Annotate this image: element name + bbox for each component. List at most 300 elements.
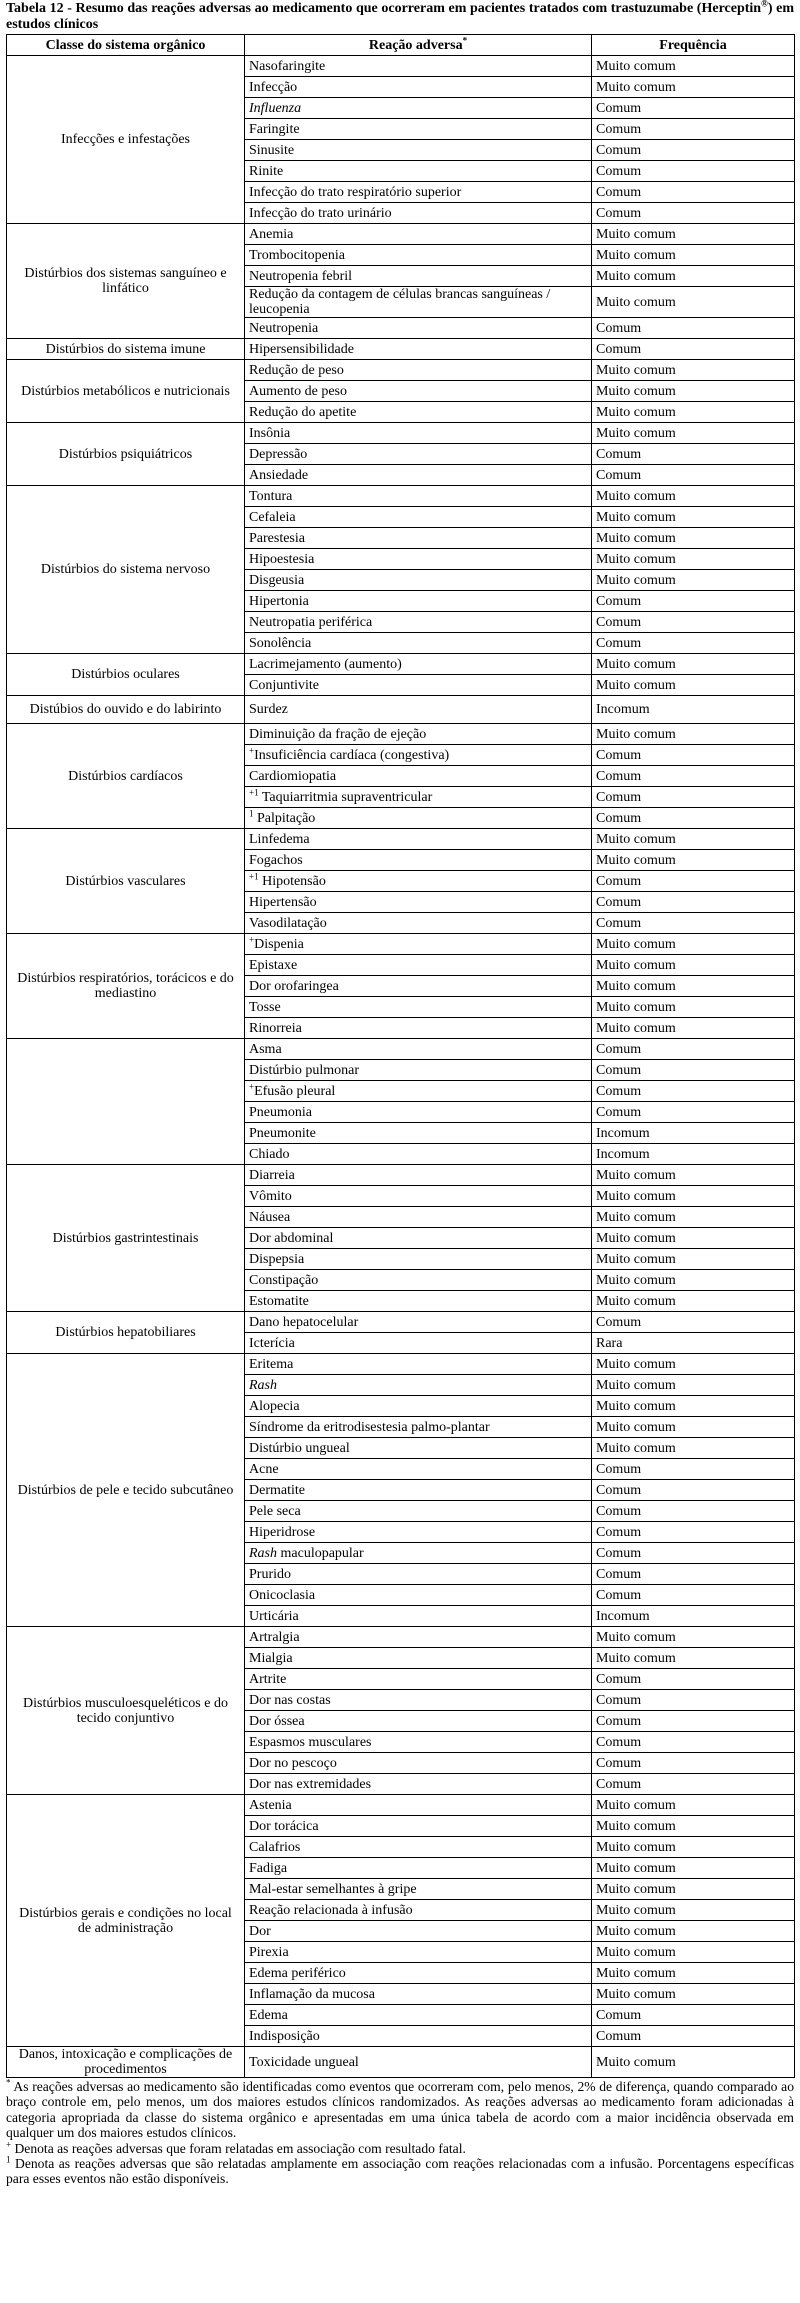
footnote-mark: +1 bbox=[249, 786, 259, 797]
reaction-text: Dispepsia bbox=[249, 1251, 305, 1267]
reaction-cell bbox=[245, 1102, 592, 1123]
reaction-text: Hipoestesia bbox=[249, 551, 315, 567]
frequency-cell: Muito comum bbox=[592, 360, 795, 381]
reaction-cell bbox=[245, 1459, 592, 1480]
reaction-cell bbox=[245, 549, 592, 570]
footnote-text: As reações adversas ao medicamento são identificadas como eventos que ocorreram com, pelo menos, 2% de diferença, quando comparado ao braço controle em, pelo menos, um dos maiores estudos clínicos randomizados. As reações adversas ao medicamento foram adicionadas à categoria apropriada da classe do sistema orgânico e apresentadas em uma única tabela de acordo com a maior incidência observada em qualquer um dos maiores estudos clínicos. bbox=[6, 2079, 794, 2141]
reaction-cell bbox=[245, 486, 592, 507]
frequency-cell: Muito comum bbox=[592, 1165, 795, 1186]
reaction-text: Infecção do trato respiratório superior bbox=[249, 184, 462, 200]
frequency-cell: Rara bbox=[592, 1333, 795, 1354]
reaction-text: Alopecia bbox=[249, 1398, 300, 1414]
reaction-text: Asma bbox=[249, 1041, 282, 1057]
reaction-text: Constipação bbox=[249, 1272, 319, 1288]
frequency-cell: Muito comum bbox=[592, 675, 795, 696]
adverse-reactions-table bbox=[6, 34, 795, 2078]
reaction-cell bbox=[245, 1270, 592, 1291]
frequency-cell: Comum bbox=[592, 318, 795, 339]
table-row bbox=[7, 486, 795, 507]
reaction-cell bbox=[245, 829, 592, 850]
table-row bbox=[7, 339, 795, 360]
frequency-cell: Muito comum bbox=[592, 850, 795, 871]
reaction-cell bbox=[245, 675, 592, 696]
reaction-text: Influenza bbox=[249, 100, 302, 116]
frequency-cell: Muito comum bbox=[592, 245, 795, 266]
frequency-cell: Muito comum bbox=[592, 1354, 795, 1375]
reaction-cell bbox=[245, 1984, 592, 2005]
frequency-cell: Muito comum bbox=[592, 1921, 795, 1942]
registered-mark: ® bbox=[761, 0, 768, 9]
reaction-text: Dor nas extremidades bbox=[249, 1776, 372, 1792]
frequency-cell: Muito comum bbox=[592, 1018, 795, 1039]
reaction-cell bbox=[245, 1564, 592, 1585]
reaction-cell bbox=[245, 1900, 592, 1921]
organ-class-cell: Distúrbios respiratórios, torácicos e do mediastino bbox=[7, 934, 245, 1039]
reaction-text: Distúrbio pulmonar bbox=[249, 1062, 360, 1078]
reaction-text: Mal-estar semelhantes à gripe bbox=[249, 1881, 417, 1897]
table-row bbox=[7, 2047, 795, 2078]
reaction-cell bbox=[245, 444, 592, 465]
table-body bbox=[7, 56, 795, 2078]
frequency-cell: Comum bbox=[592, 1039, 795, 1060]
frequency-cell: Comum bbox=[592, 1585, 795, 1606]
frequency-cell: Muito comum bbox=[592, 934, 795, 955]
reaction-cell bbox=[245, 913, 592, 934]
reaction-cell bbox=[245, 934, 592, 955]
reaction-cell bbox=[245, 2005, 592, 2026]
reaction-text: Epistaxe bbox=[249, 957, 298, 973]
reaction-text: Artrite bbox=[249, 1671, 287, 1687]
reaction-cell bbox=[245, 955, 592, 976]
reaction-cell bbox=[245, 119, 592, 140]
frequency-cell: Incomum bbox=[592, 1606, 795, 1627]
reaction-cell bbox=[245, 1396, 592, 1417]
reaction-cell bbox=[245, 997, 592, 1018]
reaction-text: Hipotensão bbox=[262, 873, 326, 889]
frequency-cell: Muito comum bbox=[592, 654, 795, 675]
table-row bbox=[7, 1795, 795, 1816]
frequency-cell: Comum bbox=[592, 1690, 795, 1711]
reaction-text: Aumento de peso bbox=[249, 383, 347, 399]
frequency-cell: Comum bbox=[592, 1060, 795, 1081]
reaction-text: Dermatite bbox=[249, 1482, 305, 1498]
frequency-cell: Comum bbox=[592, 444, 795, 465]
reaction-cell bbox=[245, 1774, 592, 1795]
reaction-text: Sonolência bbox=[249, 635, 312, 651]
reaction-cell bbox=[245, 570, 592, 591]
reaction-cell bbox=[245, 1648, 592, 1669]
frequency-cell: Comum bbox=[592, 1480, 795, 1501]
footnotes bbox=[6, 2079, 794, 2187]
reaction-text: Infecção bbox=[249, 79, 298, 95]
frequency-cell: Comum bbox=[592, 913, 795, 934]
frequency-cell: Muito comum bbox=[592, 381, 795, 402]
reaction-text: Conjuntivite bbox=[249, 677, 319, 693]
reaction-cell bbox=[245, 1081, 592, 1102]
organ-class-cell: Distúrbios oculares bbox=[7, 654, 245, 696]
footnote-text: Denota as reações adversas que são relatadas amplamente em associação com reações relacionadas com a infusão. Porcentagens específicas para esses eventos não estão disponíveis. bbox=[6, 2156, 794, 2187]
reaction-text: Eritema bbox=[249, 1356, 294, 1372]
frequency-cell: Comum bbox=[592, 633, 795, 654]
reaction-text: Dispenia bbox=[254, 936, 304, 952]
frequency-cell: Comum bbox=[592, 140, 795, 161]
reaction-cell bbox=[245, 591, 592, 612]
reaction-text: Astenia bbox=[249, 1797, 292, 1813]
reaction-text: Neutropenia febril bbox=[249, 268, 353, 284]
header-reaction-mark: * bbox=[462, 34, 468, 45]
frequency-cell: Comum bbox=[592, 339, 795, 360]
frequency-cell: Muito comum bbox=[592, 287, 795, 318]
frequency-cell: Incomum bbox=[592, 696, 795, 724]
reaction-text: Cefaleia bbox=[249, 509, 296, 525]
organ-class-cell: Distúrbios de pele e tecido subcutâneo bbox=[7, 1354, 245, 1627]
reaction-text: Dor orofaringea bbox=[249, 978, 339, 994]
table-row bbox=[7, 56, 795, 77]
reaction-text: Sinusite bbox=[249, 142, 295, 158]
reaction-cell bbox=[245, 423, 592, 444]
footnote-mark: + bbox=[249, 744, 255, 755]
reaction-text: Rinorreia bbox=[249, 1020, 302, 1036]
organ-class-cell: Distúrbios dos sistemas sanguíneo e linfático bbox=[7, 224, 245, 339]
reaction-cell bbox=[245, 850, 592, 871]
reaction-cell bbox=[245, 1144, 592, 1165]
reaction-text: Calafrios bbox=[249, 1839, 301, 1855]
reaction-text: Pneumonia bbox=[249, 1104, 312, 1120]
reaction-text: Redução do apetite bbox=[249, 404, 357, 420]
frequency-cell: Comum bbox=[592, 766, 795, 787]
organ-class-cell: Distúrbios do sistema imune bbox=[7, 339, 245, 360]
frequency-cell: Muito comum bbox=[592, 1207, 795, 1228]
caption-text: Tabela 12 - Resumo das reações adversas ao medicamento que ocorreram em pacientes tratados com trastuzumabe (Herceptin bbox=[6, 1, 762, 16]
reaction-cell bbox=[245, 245, 592, 266]
reaction-text: Diminuição da fração de ejeção bbox=[249, 726, 427, 742]
frequency-cell: Muito comum bbox=[592, 1375, 795, 1396]
reaction-cell bbox=[245, 612, 592, 633]
frequency-cell: Muito comum bbox=[592, 724, 795, 745]
reaction-text: Efusão pleural bbox=[254, 1083, 336, 1099]
frequency-cell: Comum bbox=[592, 591, 795, 612]
organ-class-cell: Distúrbios gastrintestinais bbox=[7, 1165, 245, 1312]
frequency-cell: Comum bbox=[592, 2026, 795, 2047]
frequency-cell: Muito comum bbox=[592, 77, 795, 98]
reaction-cell bbox=[245, 1480, 592, 1501]
reaction-text: Linfedema bbox=[249, 831, 310, 847]
reaction-cell bbox=[245, 1921, 592, 1942]
table-caption bbox=[6, 1, 794, 33]
reaction-cell bbox=[245, 1312, 592, 1333]
reaction-text: Disgeusia bbox=[249, 572, 305, 588]
reaction-text: Dor nas costas bbox=[249, 1692, 331, 1708]
table-row bbox=[7, 360, 795, 381]
reaction-text: Pirexia bbox=[249, 1944, 289, 1960]
organ-class-cell: Distúrbios musculoesqueléticos e do tecido conjuntivo bbox=[7, 1627, 245, 1795]
frequency-cell: Muito comum bbox=[592, 423, 795, 444]
organ-class-cell: Distúrbios cardíacos bbox=[7, 724, 245, 829]
reaction-text: Neutropatia periférica bbox=[249, 614, 373, 630]
frequency-cell: Muito comum bbox=[592, 1984, 795, 2005]
reaction-text: Pneumonite bbox=[249, 1125, 316, 1141]
reaction-cell bbox=[245, 287, 592, 318]
reaction-cell bbox=[245, 1795, 592, 1816]
frequency-cell: Comum bbox=[592, 1312, 795, 1333]
footnote-mark: + bbox=[249, 933, 255, 944]
reaction-text: Distúrbio ungueal bbox=[249, 1440, 350, 1456]
reaction-cell bbox=[245, 1228, 592, 1249]
reaction-text: Redução de peso bbox=[249, 362, 344, 378]
frequency-cell: Comum bbox=[592, 1711, 795, 1732]
table-row bbox=[7, 1165, 795, 1186]
reaction-cell bbox=[245, 1249, 592, 1270]
reaction-text: Neutropenia bbox=[249, 320, 319, 336]
reaction-cell bbox=[245, 182, 592, 203]
frequency-cell: Comum bbox=[592, 1732, 795, 1753]
reaction-cell bbox=[245, 1942, 592, 1963]
frequency-cell: Comum bbox=[592, 745, 795, 766]
table-row bbox=[7, 654, 795, 675]
reaction-text: Vômito bbox=[249, 1188, 292, 1204]
reaction-text: Parestesia bbox=[249, 530, 305, 546]
reaction-cell bbox=[245, 1018, 592, 1039]
reaction-cell bbox=[245, 1627, 592, 1648]
reaction-text: Chiado bbox=[249, 1146, 290, 1162]
reaction-text: Rinite bbox=[249, 163, 284, 179]
frequency-cell: Comum bbox=[592, 1543, 795, 1564]
reaction-text: Palpitação bbox=[257, 810, 316, 826]
reaction-text: Hipersensibilidade bbox=[249, 341, 354, 357]
frequency-cell: Comum bbox=[592, 1081, 795, 1102]
reaction-cell bbox=[245, 203, 592, 224]
reaction-cell bbox=[245, 161, 592, 182]
reaction-text: Hiperidrose bbox=[249, 1524, 316, 1540]
reaction-cell bbox=[245, 892, 592, 913]
reaction-cell bbox=[245, 266, 592, 287]
reaction-cell bbox=[245, 1165, 592, 1186]
reaction-cell bbox=[245, 339, 592, 360]
reaction-cell bbox=[245, 507, 592, 528]
reaction-cell bbox=[245, 1438, 592, 1459]
reaction-cell bbox=[245, 1207, 592, 1228]
frequency-cell: Muito comum bbox=[592, 1396, 795, 1417]
reaction-text: Dano hepatocelular bbox=[249, 1314, 359, 1330]
reaction-text: Acne bbox=[249, 1461, 279, 1477]
frequency-cell: Muito comum bbox=[592, 1858, 795, 1879]
frequency-cell: Muito comum bbox=[592, 1249, 795, 1270]
frequency-cell: Muito comum bbox=[592, 1900, 795, 1921]
reaction-text: Anemia bbox=[249, 226, 294, 242]
reaction-cell bbox=[245, 2047, 592, 2078]
frequency-cell: Comum bbox=[592, 161, 795, 182]
reaction-cell bbox=[245, 140, 592, 161]
reaction-cell bbox=[245, 871, 592, 892]
frequency-cell: Muito comum bbox=[592, 266, 795, 287]
frequency-cell: Comum bbox=[592, 871, 795, 892]
reaction-text: Onicoclasia bbox=[249, 1587, 316, 1603]
reaction-text: Infecção do trato urinário bbox=[249, 205, 392, 221]
reaction-cell bbox=[245, 1837, 592, 1858]
reaction-cell bbox=[245, 1858, 592, 1879]
frequency-cell: Muito comum bbox=[592, 486, 795, 507]
reaction-cell bbox=[245, 1123, 592, 1144]
reaction-text: Taquiarritmia supraventricular bbox=[261, 789, 433, 805]
reaction-cell bbox=[245, 654, 592, 675]
reaction-cell bbox=[245, 1690, 592, 1711]
reaction-text: maculopapular bbox=[280, 1545, 364, 1561]
organ-class-cell: Distúrbios do sistema nervoso bbox=[7, 486, 245, 654]
reaction-cell bbox=[245, 1879, 592, 1900]
reaction-cell bbox=[245, 402, 592, 423]
caption-text-end: ) em estudos clínicos bbox=[6, 1, 794, 32]
reaction-text: Cardiomiopatia bbox=[249, 768, 337, 784]
reaction-text: Prurido bbox=[249, 1566, 291, 1582]
frequency-cell: Muito comum bbox=[592, 1438, 795, 1459]
reaction-cell bbox=[245, 1291, 592, 1312]
frequency-cell: Muito comum bbox=[592, 402, 795, 423]
footnote-mark: +1 bbox=[249, 870, 259, 881]
reaction-cell bbox=[245, 976, 592, 997]
frequency-cell: Comum bbox=[592, 203, 795, 224]
reaction-cell bbox=[245, 1963, 592, 1984]
frequency-cell: Muito comum bbox=[592, 829, 795, 850]
reaction-text: Espasmos musculares bbox=[249, 1734, 372, 1750]
header-row bbox=[7, 35, 795, 56]
organ-class-cell: Danos, intoxicação e complicações de procedimentos bbox=[7, 2047, 245, 2078]
reaction-text: Síndrome da eritrodisestesia palmo-plantar bbox=[249, 1419, 490, 1435]
reaction-text: Tosse bbox=[249, 999, 281, 1015]
reaction-text: Icterícia bbox=[249, 1335, 295, 1351]
table-row bbox=[7, 224, 795, 245]
reaction-cell bbox=[245, 1039, 592, 1060]
frequency-cell: Comum bbox=[592, 98, 795, 119]
reaction-text: Inflamação da mucosa bbox=[249, 1986, 375, 2002]
organ-class-cell: Distúbios do ouvido e do labirinto bbox=[7, 696, 245, 724]
reaction-text: Mialgia bbox=[249, 1650, 293, 1666]
frequency-cell: Muito comum bbox=[592, 997, 795, 1018]
frequency-cell: Muito comum bbox=[592, 1627, 795, 1648]
frequency-cell: Muito comum bbox=[592, 528, 795, 549]
reaction-cell bbox=[245, 1417, 592, 1438]
reaction-cell bbox=[245, 381, 592, 402]
reaction-text: Dor torácica bbox=[249, 1818, 319, 1834]
reaction-text: Trombocitopenia bbox=[249, 247, 345, 263]
frequency-cell: Comum bbox=[592, 119, 795, 140]
reaction-cell bbox=[245, 98, 592, 119]
frequency-cell: Muito comum bbox=[592, 1816, 795, 1837]
frequency-cell: Comum bbox=[592, 1522, 795, 1543]
footnote-symbol: + bbox=[6, 2139, 12, 2150]
reaction-cell bbox=[245, 1606, 592, 1627]
frequency-cell: Comum bbox=[592, 465, 795, 486]
organ-class-cell: Infecções e infestações bbox=[7, 56, 245, 224]
reaction-cell bbox=[245, 1501, 592, 1522]
organ-class-cell: Distúrbios psiquiátricos bbox=[7, 423, 245, 486]
reaction-cell bbox=[245, 696, 592, 724]
frequency-cell: Muito comum bbox=[592, 1291, 795, 1312]
reaction-cell bbox=[245, 77, 592, 98]
reaction-text: Edema periférico bbox=[249, 1965, 346, 1981]
reaction-text: Urticária bbox=[249, 1608, 299, 1624]
reaction-text: Estomatite bbox=[249, 1293, 309, 1309]
reaction-text: Dor bbox=[249, 1923, 271, 1939]
frequency-cell: Comum bbox=[592, 612, 795, 633]
footnote bbox=[6, 2156, 794, 2187]
reaction-cell bbox=[245, 1186, 592, 1207]
reaction-text: Toxicidade ungueal bbox=[249, 2054, 359, 2070]
reaction-cell bbox=[245, 787, 592, 808]
table-row bbox=[7, 423, 795, 444]
reaction-text: Ansiedade bbox=[249, 467, 309, 483]
footnote bbox=[6, 2079, 794, 2141]
reaction-text: Vasodilatação bbox=[249, 915, 327, 931]
frequency-cell: Muito comum bbox=[592, 1795, 795, 1816]
reaction-text: Rash bbox=[249, 1377, 277, 1393]
frequency-cell: Muito comum bbox=[592, 1417, 795, 1438]
reaction-cell bbox=[245, 1711, 592, 1732]
reaction-text: Diarreia bbox=[249, 1167, 295, 1183]
table-row bbox=[7, 1354, 795, 1375]
frequency-cell: Comum bbox=[592, 892, 795, 913]
organ-class-cell: Distúrbios metabólicos e nutricionais bbox=[7, 360, 245, 423]
frequency-cell: Muito comum bbox=[592, 955, 795, 976]
reaction-cell bbox=[245, 56, 592, 77]
table-row bbox=[7, 1039, 795, 1060]
reaction-text: Hipertensão bbox=[249, 894, 317, 910]
reaction-text: Insuficiência cardíaca (congestiva) bbox=[254, 747, 450, 763]
table-row bbox=[7, 829, 795, 850]
frequency-cell: Muito comum bbox=[592, 976, 795, 997]
frequency-cell: Comum bbox=[592, 1669, 795, 1690]
organ-class-cell: Distúrbios hepatobiliares bbox=[7, 1312, 245, 1354]
reaction-text: Lacrimejamento (aumento) bbox=[249, 656, 402, 672]
table-row bbox=[7, 1312, 795, 1333]
reaction-text: Surdez bbox=[249, 702, 288, 717]
reaction-cell bbox=[245, 1333, 592, 1354]
reaction-cell bbox=[245, 1375, 592, 1396]
footnote-mark: + bbox=[249, 1080, 255, 1091]
table-row bbox=[7, 934, 795, 955]
reaction-cell bbox=[245, 633, 592, 654]
frequency-cell: Comum bbox=[592, 182, 795, 203]
frequency-cell: Muito comum bbox=[592, 2047, 795, 2078]
reaction-text: Depressão bbox=[249, 446, 308, 462]
header-reaction-label: Reação adversa bbox=[368, 37, 463, 53]
reaction-text: Nasofaringite bbox=[249, 58, 326, 74]
reaction-cell bbox=[245, 2026, 592, 2047]
frequency-cell: Muito comum bbox=[592, 1963, 795, 1984]
reaction-text: Redução da contagem de células brancas sanguíneas / leucopenia bbox=[249, 287, 551, 317]
reaction-text: Indisposição bbox=[249, 2028, 320, 2044]
reaction-text: Artralgia bbox=[249, 1629, 300, 1645]
header-frequency: Frequência bbox=[592, 35, 795, 56]
header-class: Classe do sistema orgânico bbox=[7, 35, 245, 56]
frequency-cell: Incomum bbox=[592, 1144, 795, 1165]
reaction-cell bbox=[245, 224, 592, 245]
reaction-cell bbox=[245, 724, 592, 745]
frequency-cell: Comum bbox=[592, 2005, 795, 2026]
organ-class-cell: Distúrbios gerais e condições no local de administração bbox=[7, 1795, 245, 2047]
organ-class-cell: Distúrbios vasculares bbox=[7, 829, 245, 934]
organ-class-cell bbox=[7, 1039, 245, 1165]
reaction-cell bbox=[245, 1732, 592, 1753]
reaction-cell bbox=[245, 1522, 592, 1543]
footnote-symbol: 1 bbox=[6, 2154, 11, 2165]
reaction-cell bbox=[245, 1543, 592, 1564]
reaction-cell bbox=[245, 1669, 592, 1690]
table-row bbox=[7, 696, 795, 724]
frequency-cell: Comum bbox=[592, 1753, 795, 1774]
reaction-cell bbox=[245, 1354, 592, 1375]
reaction-cell bbox=[245, 1816, 592, 1837]
frequency-cell: Comum bbox=[592, 1102, 795, 1123]
